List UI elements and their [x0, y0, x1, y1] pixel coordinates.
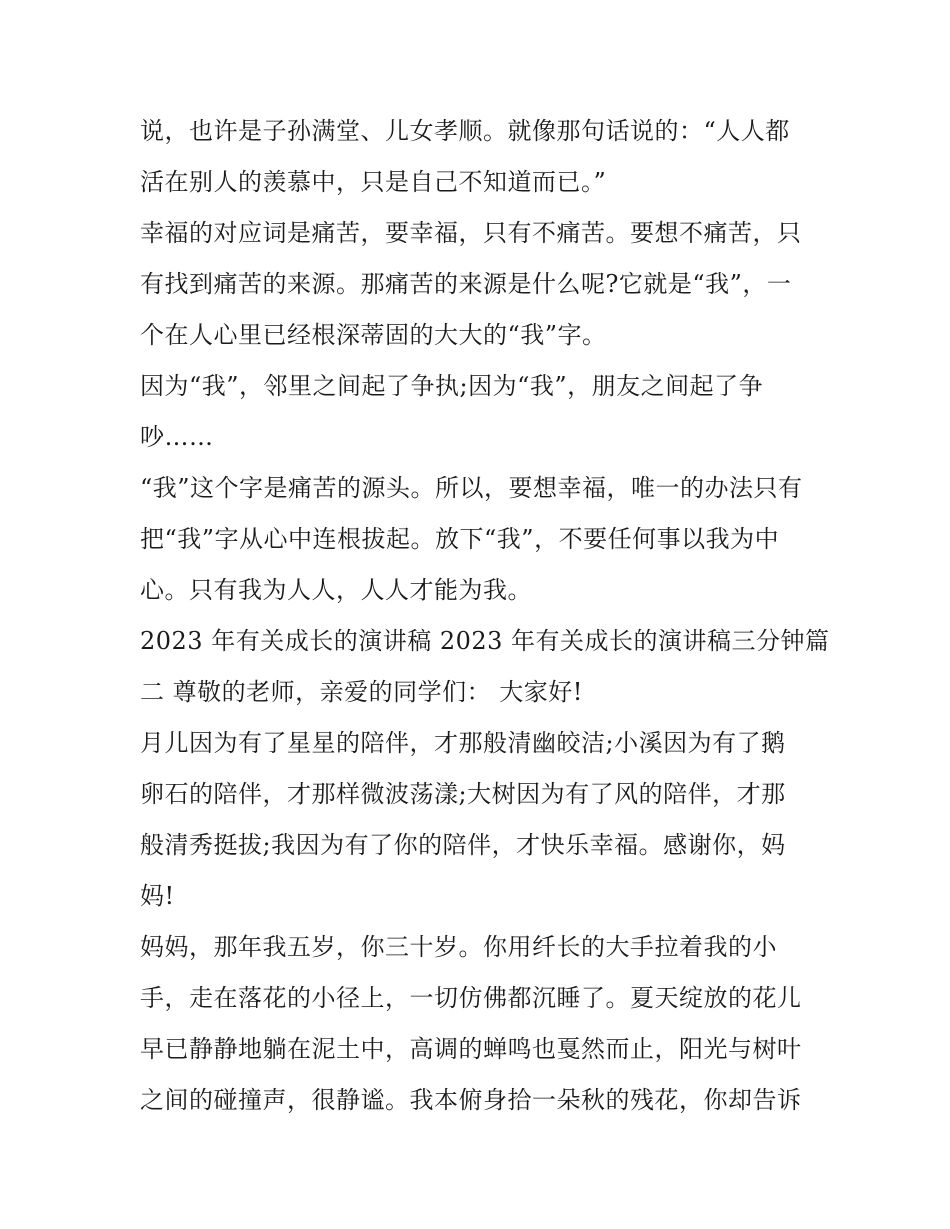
- text-line: 个在人心里已经根深蒂固的大大的“我”字。: [140, 321, 607, 349]
- document-body: [140, 106, 830, 1126]
- text-line: 活在别人的羡慕中，只是自己不知道而已。”: [140, 168, 607, 196]
- text-line: 手，走在落花的小径上，一切仿佛都沉睡了。夏天绽放的花儿: [140, 984, 802, 1012]
- greeting-line: 二 尊敬的老师，亲爱的同学们： 大家好!: [140, 678, 583, 706]
- text-line: 妈妈，那年我五岁，你三十岁。你用纤长的大手拉着我的小: [140, 933, 777, 961]
- text-line: 吵……: [140, 423, 214, 451]
- text-line: “我”这个字是痛苦的源头。所以，要想幸福，唯一的办法只有: [140, 474, 803, 502]
- text-line: 幸福的对应词是痛苦，要幸福，只有不痛苦。要想不痛苦，只: [140, 219, 802, 247]
- text-line: 之间的碰撞声，很静谧。我本俯身拾一朵秋的残花，你却告诉: [140, 1086, 802, 1114]
- text-line: 把“我”字从心中连根拔起。放下“我”，不要任何事以我为中: [140, 525, 780, 553]
- text-line: 有找到痛苦的来源。那痛苦的来源是什么呢?它就是“我”，一: [140, 270, 792, 298]
- text-line: 卵石的陪伴，才那样微波荡漾;大树因为有了风的陪伴，才那: [140, 780, 786, 808]
- section-heading-line: 2023 年有关成长的演讲稿 2023 年有关成长的演讲稿三分钟篇: [140, 627, 830, 655]
- text-line: 妈!: [140, 882, 175, 910]
- text-line: 心。只有我为人人，人人才能为我。: [140, 576, 532, 604]
- text-line: 早已静静地躺在泥土中，高调的蝉鸣也戛然而止，阳光与树叶: [140, 1035, 802, 1063]
- text-line: 月儿因为有了星星的陪伴，才那般清幽皎洁;小溪因为有了鹅: [140, 729, 786, 757]
- text-line: 说，也许是子孙满堂、儿女孝顺。就像那句话说的：“人人都: [140, 117, 790, 145]
- text-line: 般清秀挺拔;我因为有了你的陪伴，才快乐幸福。感谢你，妈: [140, 831, 786, 859]
- text-line: 因为“我”，邻里之间起了争执;因为“我”，朋友之间起了争: [140, 372, 764, 400]
